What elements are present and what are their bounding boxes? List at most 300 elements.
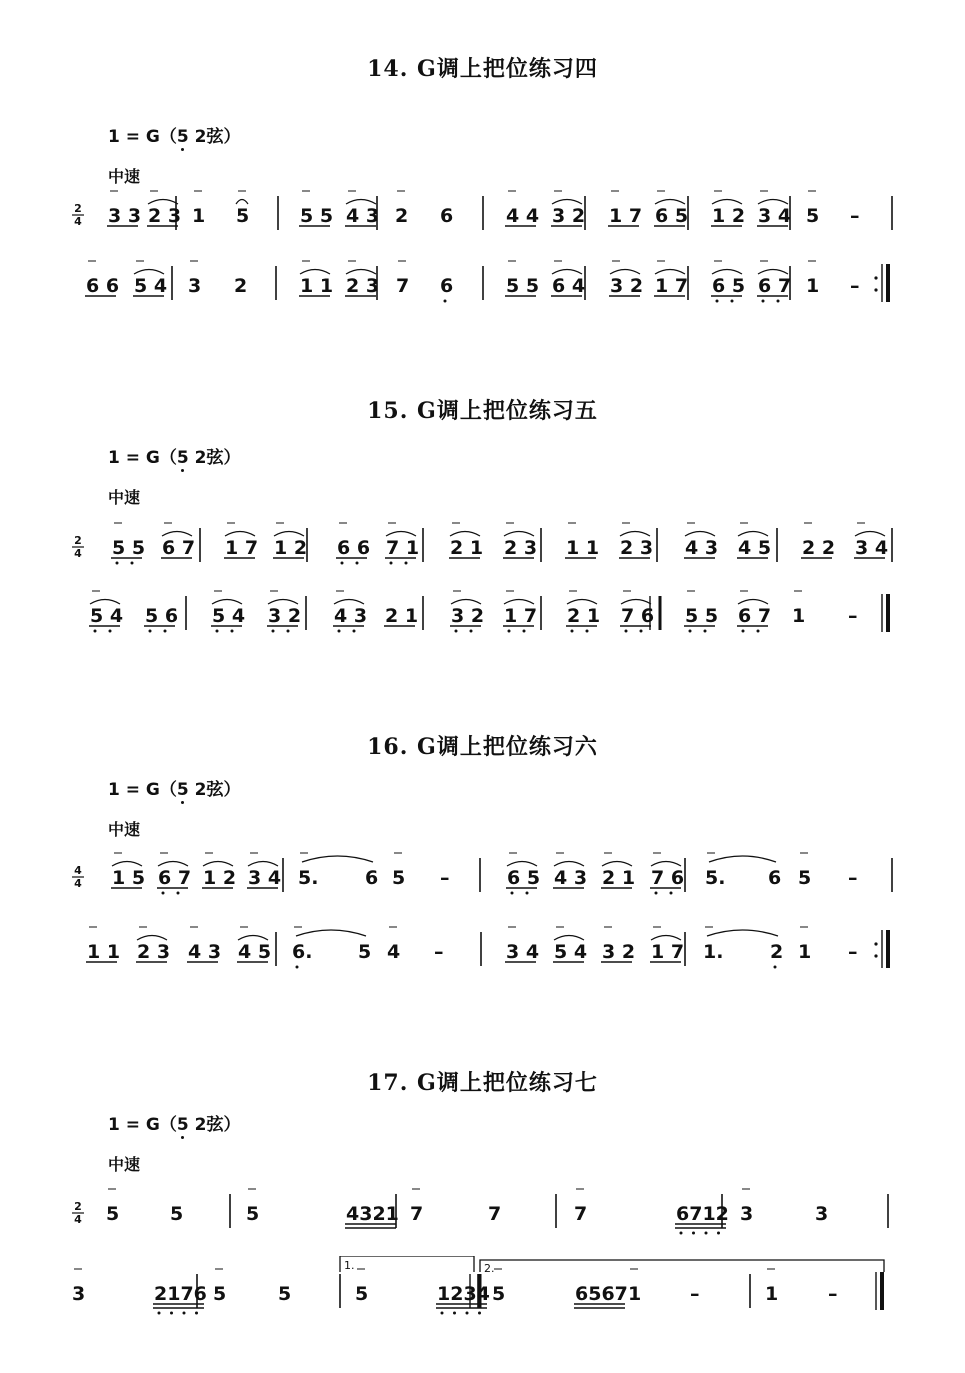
- note-group: [111, 853, 145, 889]
- svg-text:1: 1: [765, 1283, 779, 1305]
- note-group: [440, 205, 453, 227]
- svg-text:4321: 4321: [346, 1203, 399, 1225]
- octave-dot: [441, 1312, 444, 1315]
- note-group: [106, 1189, 119, 1225]
- slur-mark: [334, 600, 364, 605]
- note-group: [111, 523, 145, 565]
- svg-text:6 5: 6 5: [655, 205, 689, 227]
- key-signature: 1 = G（5 2弦）: [108, 448, 241, 468]
- note-group: [246, 1189, 259, 1225]
- slur-mark: [504, 532, 534, 537]
- svg-text:5.: 5.: [298, 867, 319, 889]
- svg-text:6 6: 6 6: [337, 537, 371, 559]
- note-group: [768, 867, 781, 889]
- svg-text:–: –: [848, 941, 858, 963]
- svg-text:1: 1: [792, 605, 806, 627]
- svg-text:6 7: 6 7: [162, 537, 196, 559]
- svg-text:7: 7: [574, 1203, 588, 1225]
- exercise-title: 14. G调上把位练习四: [367, 56, 598, 82]
- note-group: [574, 1189, 587, 1225]
- note-group: [675, 1203, 729, 1235]
- note-group: [488, 1203, 501, 1225]
- note-group: [396, 261, 409, 297]
- slur-mark: [274, 532, 304, 537]
- note-group: [609, 261, 643, 297]
- score-line: [0, 248, 965, 328]
- svg-text:1 7: 1 7: [655, 275, 689, 297]
- octave-dot: [511, 892, 514, 895]
- slur-mark: [212, 600, 242, 605]
- slur-mark: [738, 600, 768, 605]
- octave-dot: [149, 630, 152, 633]
- note-group: [566, 591, 600, 633]
- svg-text:1234: 1234: [437, 1283, 490, 1305]
- note-group: [450, 591, 484, 633]
- note-group: [711, 261, 745, 303]
- note-group: [188, 261, 201, 297]
- slur-mark: [300, 270, 330, 275]
- note-group: [385, 523, 419, 565]
- svg-text:3: 3: [740, 1203, 754, 1225]
- svg-text:1: 1: [798, 941, 812, 963]
- note-group: [107, 191, 141, 227]
- volta-1-label: 1.: [344, 1259, 355, 1272]
- note-group: [345, 261, 379, 297]
- svg-text:4 5: 4 5: [238, 941, 272, 963]
- note-group: [202, 853, 236, 889]
- note-group: [345, 1203, 399, 1228]
- slur-mark: [855, 532, 885, 537]
- note-group: [267, 591, 301, 633]
- svg-text:5: 5: [355, 1283, 369, 1305]
- octave-dot: [338, 630, 341, 633]
- svg-text:6 5: 6 5: [507, 867, 541, 889]
- slur-mark: [112, 862, 142, 867]
- note-group: [854, 523, 888, 559]
- svg-text:4: 4: [74, 877, 82, 890]
- note-group: [505, 927, 539, 963]
- octave-dot: [231, 630, 234, 633]
- slur-mark: [248, 862, 278, 867]
- note-group: [553, 927, 587, 963]
- svg-text:–: –: [440, 867, 450, 889]
- note-group: [236, 191, 249, 227]
- svg-text:6567: 6567: [575, 1283, 628, 1305]
- exercise-title: 17. G调上把位练习七: [367, 1070, 598, 1096]
- svg-text:6 7: 6 7: [758, 275, 792, 297]
- octave-dot: [287, 630, 290, 633]
- svg-text:2 1: 2 1: [385, 605, 419, 627]
- svg-text:4 3: 4 3: [188, 941, 222, 963]
- svg-text:2 3: 2 3: [346, 275, 380, 297]
- octave-dot: [757, 630, 760, 633]
- note-group: [387, 927, 400, 963]
- note-group: [650, 927, 684, 963]
- svg-text:6: 6: [768, 867, 782, 889]
- octave-dot: [777, 300, 780, 303]
- svg-text:1 1: 1 1: [87, 941, 121, 963]
- svg-text:2: 2: [74, 534, 82, 547]
- note-group: [292, 927, 312, 969]
- svg-text:5 5: 5 5: [300, 205, 334, 227]
- svg-text:2 2: 2 2: [802, 537, 836, 559]
- octave-dot: [405, 562, 408, 565]
- key-signature: 1 = G（5 2弦）: [108, 127, 241, 147]
- svg-text:7 6: 7 6: [621, 605, 655, 627]
- svg-text:1 1: 1 1: [300, 275, 334, 297]
- svg-text:4 3: 4 3: [554, 867, 588, 889]
- note-group: [247, 853, 281, 889]
- key-signature: 1 = G（5 2弦）: [108, 780, 241, 800]
- note-group: [619, 523, 653, 559]
- svg-text:4 5: 4 5: [738, 537, 772, 559]
- octave-dot: [296, 966, 299, 969]
- note-group: [551, 261, 585, 297]
- svg-text:4 4: 4 4: [506, 205, 540, 227]
- slur-mark: [225, 532, 255, 537]
- key-signature: 1 = G（5 2弦）: [108, 1115, 241, 1135]
- note-group: [440, 275, 453, 303]
- note-group: [449, 523, 483, 559]
- svg-text:3: 3: [72, 1283, 86, 1305]
- time-signature: [72, 534, 84, 560]
- svg-text:3 4: 3 4: [758, 205, 792, 227]
- tie-mark: [296, 930, 366, 936]
- svg-text:6 5: 6 5: [712, 275, 746, 297]
- svg-text:6712: 6712: [676, 1203, 729, 1225]
- octave-dot: [716, 300, 719, 303]
- svg-text:7: 7: [396, 275, 410, 297]
- octave-dot: [640, 630, 643, 633]
- svg-text:1: 1: [628, 1283, 642, 1305]
- svg-text:5 4: 5 4: [90, 605, 124, 627]
- slur-mark: [602, 862, 632, 867]
- note-group: [601, 853, 635, 889]
- svg-text:5: 5: [106, 1203, 120, 1225]
- note-group: [684, 523, 718, 559]
- svg-text:7: 7: [410, 1203, 424, 1225]
- tie-mark: [302, 856, 373, 862]
- slur-mark: [90, 600, 120, 605]
- note-group: [358, 941, 371, 963]
- score-line: [0, 840, 965, 920]
- volta-brackets: [340, 1256, 884, 1275]
- svg-text:–: –: [850, 205, 860, 227]
- score-line: [0, 178, 965, 258]
- octave-dot: [170, 1312, 173, 1315]
- svg-text:2: 2: [395, 205, 409, 227]
- slur-mark: [758, 200, 788, 205]
- octave-dot: [466, 1312, 469, 1315]
- note-group: [806, 261, 819, 297]
- note-group: [144, 605, 178, 633]
- exercise-title: 15. G调上把位练习五: [367, 398, 598, 424]
- svg-text:3: 3: [188, 275, 202, 297]
- slur-mark: [158, 862, 188, 867]
- svg-text:4: 4: [74, 215, 82, 228]
- note-group: [392, 853, 405, 889]
- svg-text:5: 5: [278, 1283, 292, 1305]
- svg-text:6 6: 6 6: [86, 275, 120, 297]
- svg-text:7 6: 7 6: [651, 867, 685, 889]
- octave-dot: [444, 300, 447, 303]
- note-group: [72, 1269, 85, 1305]
- svg-text:1 5: 1 5: [112, 867, 146, 889]
- svg-text:2 1: 2 1: [450, 537, 484, 559]
- note-group: [801, 523, 835, 559]
- slur-mark: [685, 532, 715, 537]
- octave-dot: [717, 1232, 720, 1235]
- svg-text:6 4: 6 4: [552, 275, 586, 297]
- note-group: [711, 191, 745, 227]
- score-line: [0, 914, 965, 994]
- note-group: [565, 523, 599, 559]
- octave-dot: [356, 562, 359, 565]
- note-group: [299, 261, 333, 297]
- repeat-end-barline: [874, 264, 888, 302]
- slur-mark: [504, 600, 534, 605]
- slur-mark: [651, 936, 681, 941]
- svg-text:–: –: [690, 1283, 700, 1305]
- svg-text:6: 6: [440, 205, 454, 227]
- svg-text:4: 4: [74, 864, 82, 877]
- svg-text:5: 5: [213, 1283, 227, 1305]
- svg-text:5: 5: [236, 205, 250, 227]
- note-group: [654, 261, 688, 297]
- note-group: [798, 927, 811, 963]
- svg-text:5 5: 5 5: [506, 275, 540, 297]
- svg-text:4 3: 4 3: [346, 205, 380, 227]
- slur-mark: [386, 532, 416, 537]
- time-signature: [72, 864, 84, 890]
- note-group: [187, 927, 221, 963]
- svg-text:5: 5: [492, 1283, 506, 1305]
- octave-dot: [158, 1312, 161, 1315]
- svg-text:1 2: 1 2: [274, 537, 308, 559]
- time-signature: [72, 202, 84, 228]
- octave-dot: [731, 300, 734, 303]
- note-group: [85, 261, 119, 297]
- svg-text:5 4: 5 4: [554, 941, 588, 963]
- slur-mark: [620, 532, 650, 537]
- svg-text:7: 7: [488, 1203, 502, 1225]
- dash-rest: [850, 275, 860, 297]
- svg-text:2: 2: [74, 202, 82, 215]
- svg-text:1 7: 1 7: [651, 941, 685, 963]
- tie-mark: [707, 930, 778, 936]
- octave-dot: [341, 562, 344, 565]
- note-group: [740, 1189, 753, 1225]
- slur-mark: [451, 600, 481, 605]
- svg-text:3 2: 3 2: [602, 941, 636, 963]
- octave-dot: [116, 562, 119, 565]
- dash-rest: [690, 1283, 700, 1305]
- svg-text:1 7: 1 7: [504, 605, 538, 627]
- octave-dot: [162, 892, 165, 895]
- svg-text:5 5: 5 5: [685, 605, 719, 627]
- svg-text:5: 5: [358, 941, 372, 963]
- svg-text:2176: 2176: [154, 1283, 207, 1305]
- svg-text:–: –: [828, 1283, 838, 1305]
- slur-mark: [236, 200, 248, 205]
- slur-mark: [346, 270, 376, 275]
- volta-2-label: 2.: [484, 1262, 495, 1275]
- note-group: [86, 927, 120, 963]
- note-group: [601, 927, 635, 963]
- octave-dot: [455, 630, 458, 633]
- tempo-marking: 中速: [108, 167, 141, 186]
- slur-mark: [203, 862, 233, 867]
- octave-dot: [705, 1232, 708, 1235]
- note-group: [806, 191, 819, 227]
- note-group: [224, 523, 258, 559]
- exercise-title: 16. G调上把位练习六: [367, 734, 598, 760]
- slur-mark: [268, 600, 298, 605]
- note-group: [505, 191, 539, 227]
- svg-text:2 3: 2 3: [137, 941, 171, 963]
- octave-dot: [762, 300, 765, 303]
- svg-text:4: 4: [387, 941, 401, 963]
- svg-text:3 2: 3 2: [268, 605, 302, 627]
- note-group: [650, 853, 684, 895]
- note-group: [737, 591, 771, 633]
- note-group: [798, 853, 811, 889]
- octave-dot: [692, 1232, 695, 1235]
- svg-text:2 1: 2 1: [602, 867, 636, 889]
- octave-dot: [523, 630, 526, 633]
- note-group: [574, 1283, 628, 1308]
- svg-text:5 5: 5 5: [112, 537, 146, 559]
- svg-text:1 2: 1 2: [712, 205, 746, 227]
- note-group: [506, 853, 540, 895]
- octave-dot: [353, 630, 356, 633]
- svg-text:2 3: 2 3: [504, 537, 538, 559]
- octave-dot: [109, 630, 112, 633]
- dash-rest: [434, 941, 444, 963]
- note-group: [157, 853, 191, 895]
- octave-dot: [774, 966, 777, 969]
- final-barline: [882, 594, 888, 632]
- svg-text:4 3: 4 3: [685, 537, 719, 559]
- octave-dot: [508, 630, 511, 633]
- octave-dot: [742, 630, 745, 633]
- slur-mark: [507, 862, 537, 867]
- note-group: [684, 591, 718, 633]
- note-group: [757, 191, 791, 227]
- tempo-marking: 中速: [108, 1155, 141, 1174]
- time-signature: [72, 1200, 84, 1226]
- note-group: [551, 191, 585, 227]
- slur-mark: [552, 200, 582, 205]
- score-line: [0, 1176, 965, 1256]
- svg-text:6 7: 6 7: [158, 867, 192, 889]
- note-group: [654, 191, 688, 227]
- svg-text:5: 5: [246, 1203, 260, 1225]
- svg-text:–: –: [850, 275, 860, 297]
- note-group: [410, 1189, 423, 1225]
- svg-text:1 1: 1 1: [566, 537, 600, 559]
- note-group: [299, 191, 333, 227]
- octave-dot: [625, 630, 628, 633]
- slur-mark: [567, 600, 597, 605]
- svg-text:1 2: 1 2: [203, 867, 237, 889]
- svg-text:3: 3: [815, 1203, 829, 1225]
- svg-text:2: 2: [74, 1200, 82, 1213]
- note-group: [153, 1283, 207, 1315]
- dash-rest: [848, 941, 858, 963]
- note-group: [503, 591, 537, 633]
- svg-text:2: 2: [234, 275, 248, 297]
- octave-dot: [272, 630, 275, 633]
- slur-mark: [621, 600, 651, 605]
- octave-dot: [164, 630, 167, 633]
- note-group: [737, 523, 771, 559]
- svg-text:5 4: 5 4: [134, 275, 168, 297]
- svg-text:7 1: 7 1: [386, 537, 420, 559]
- svg-text:6.: 6.: [292, 941, 313, 963]
- svg-text:1: 1: [192, 205, 206, 227]
- repeat-end-barline: [874, 930, 888, 968]
- note-group: [161, 523, 195, 559]
- svg-text:3 4: 3 4: [248, 867, 282, 889]
- dash-rest: [848, 867, 858, 889]
- note-group: [757, 261, 791, 303]
- svg-text:2 3: 2 3: [620, 537, 654, 559]
- svg-text:2 3: 2 3: [148, 205, 182, 227]
- note-group: [503, 523, 537, 559]
- octave-dot: [453, 1312, 456, 1315]
- slur-mark: [554, 936, 584, 941]
- octave-dot: [680, 1232, 683, 1235]
- svg-text:2: 2: [770, 941, 784, 963]
- note-group: [608, 191, 642, 227]
- svg-text:5.: 5.: [705, 867, 726, 889]
- svg-text:5: 5: [798, 867, 812, 889]
- svg-text:5 4: 5 4: [212, 605, 246, 627]
- note-group: [365, 867, 378, 889]
- svg-text:–: –: [434, 941, 444, 963]
- note-group: [278, 1283, 291, 1305]
- slur-mark: [346, 200, 376, 205]
- slur-mark: [554, 862, 584, 867]
- note-group: [620, 591, 654, 633]
- dash-rest: [850, 205, 860, 227]
- svg-text:1.: 1.: [703, 941, 724, 963]
- octave-dot: [177, 892, 180, 895]
- slur-mark: [137, 936, 167, 941]
- note-group: [336, 523, 370, 565]
- note-group: [136, 927, 170, 963]
- svg-text:3 3: 3 3: [108, 205, 142, 227]
- note-group: [89, 591, 123, 633]
- svg-text:6: 6: [365, 867, 379, 889]
- slur-mark: [712, 200, 742, 205]
- slur-mark: [655, 200, 685, 205]
- svg-text:–: –: [848, 867, 858, 889]
- note-group: [192, 191, 205, 227]
- slur-mark: [712, 270, 742, 275]
- note-group: [505, 261, 539, 297]
- note-group: [765, 1269, 778, 1305]
- note-group: [333, 591, 367, 633]
- svg-text:1 7: 1 7: [609, 205, 643, 227]
- note-group: [770, 941, 783, 969]
- note-group: [436, 1283, 490, 1315]
- slur-mark: [148, 200, 178, 205]
- svg-text:5: 5: [806, 205, 820, 227]
- note-group: [345, 191, 379, 227]
- svg-text:3 2: 3 2: [451, 605, 485, 627]
